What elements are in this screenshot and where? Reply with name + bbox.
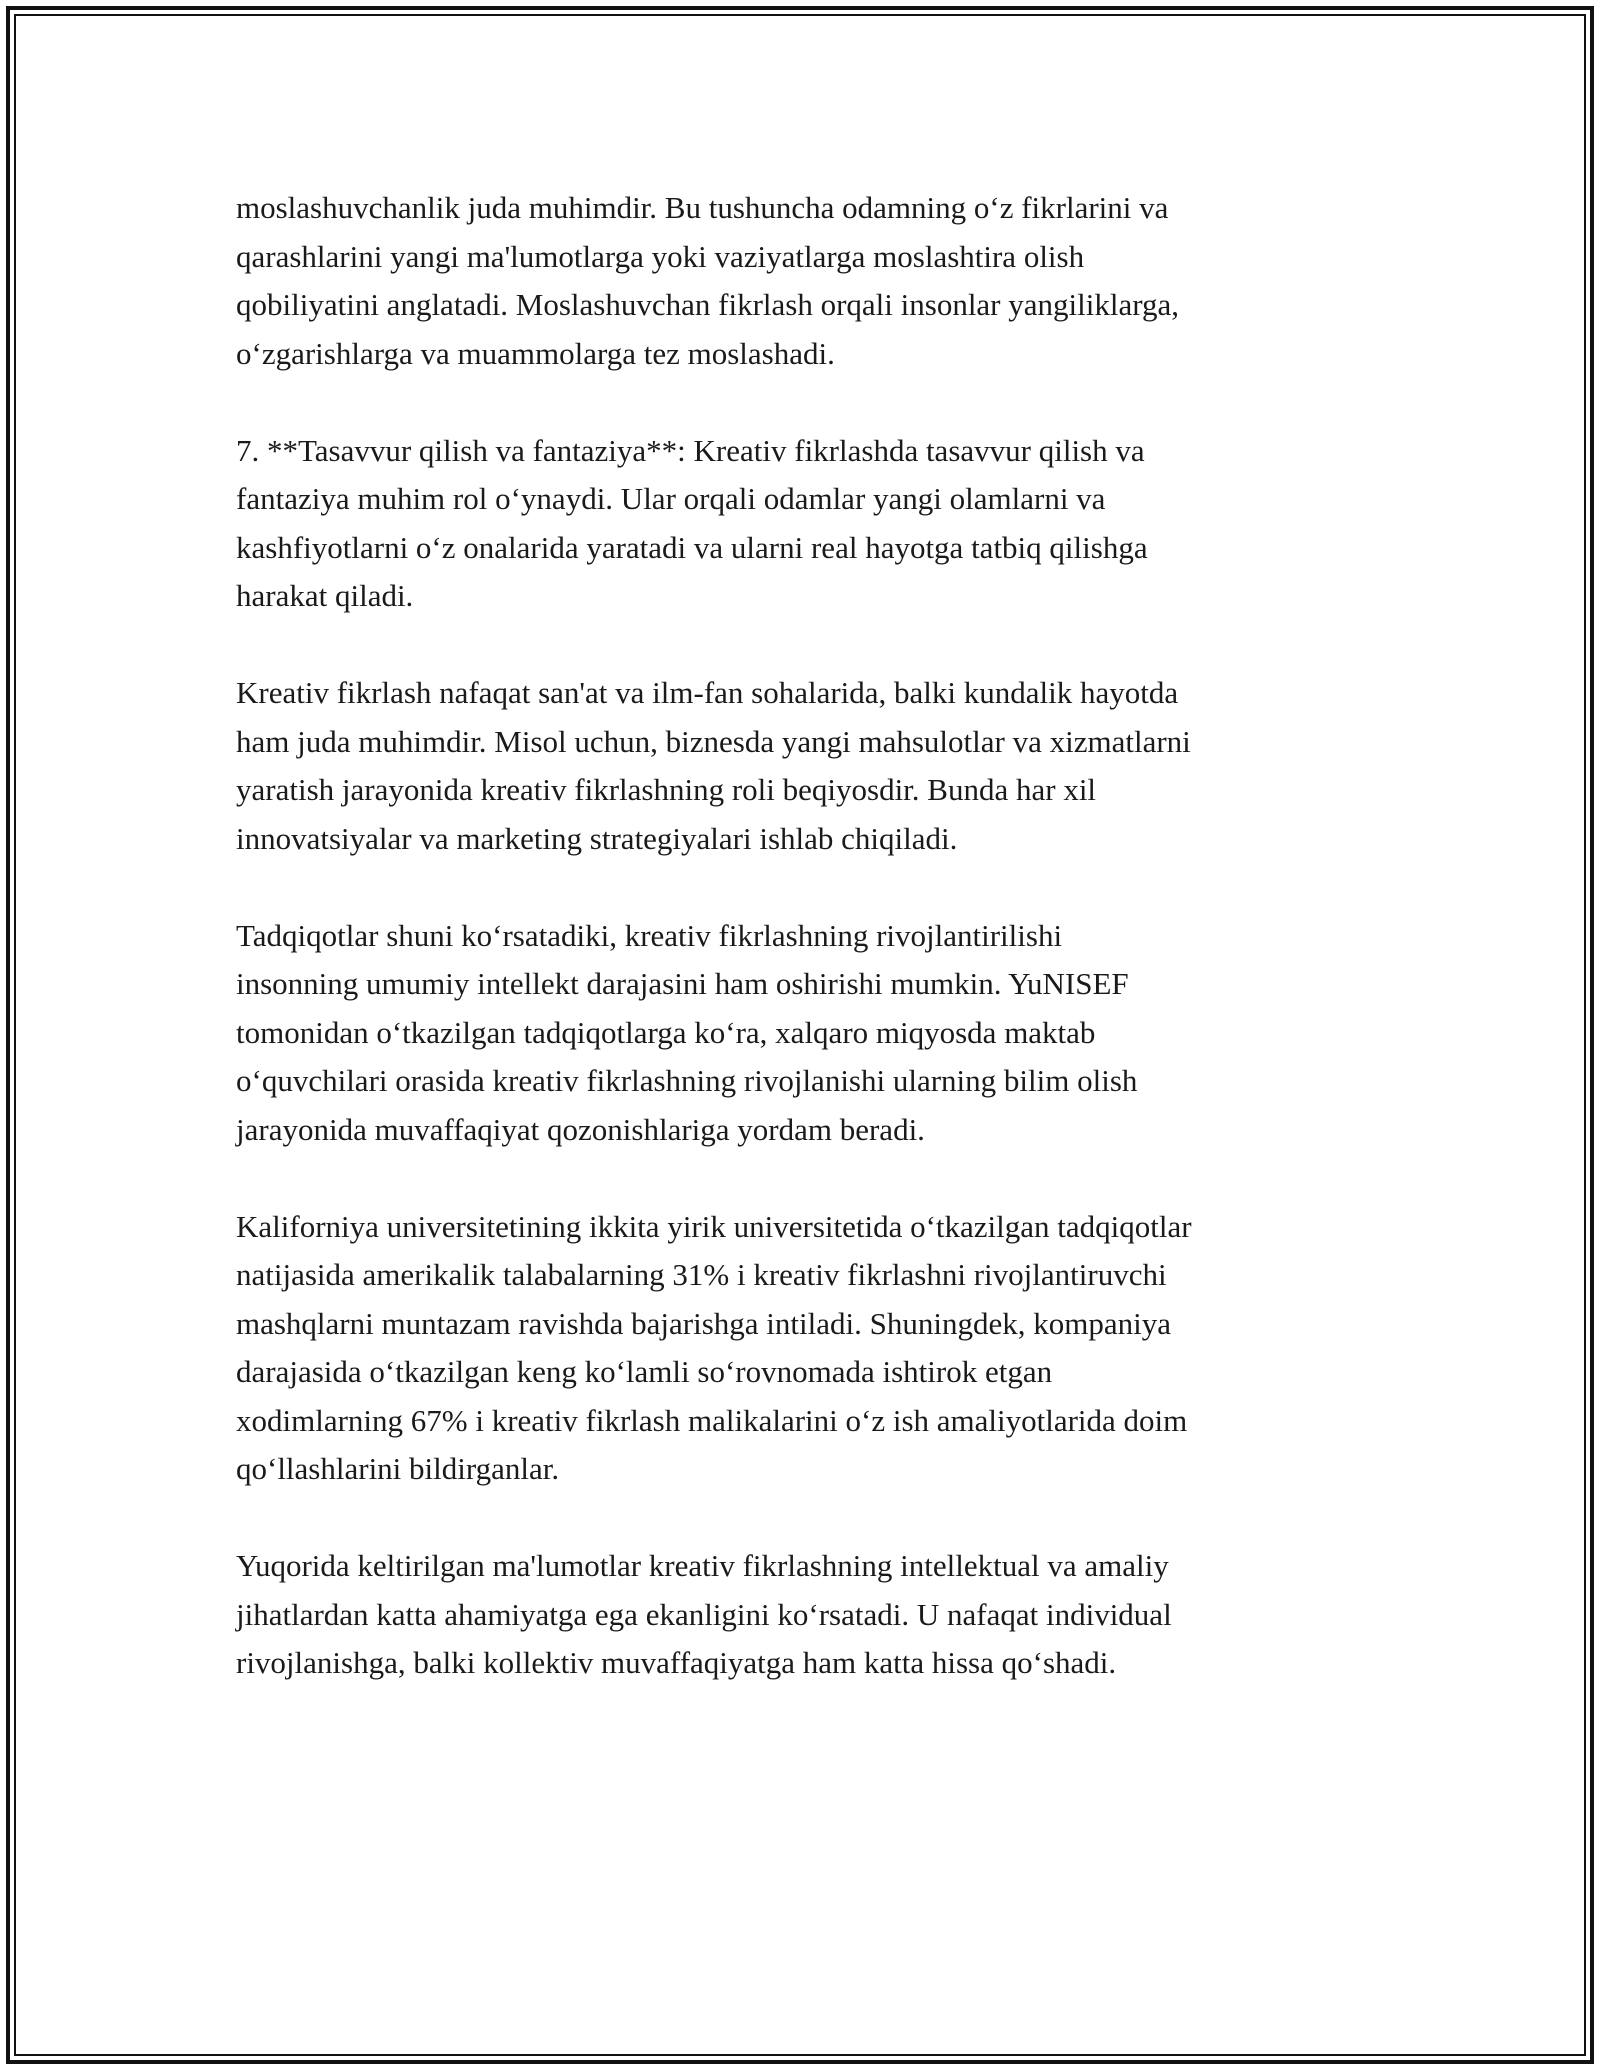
paragraph-conclusion: Yuqorida keltirilgan ma'lumotlar kreativ fikrlashning intellektual va amaliy jihatlardan katta ahamiyatga ega ekanligini ko‘rsatadi. U nafaqat individual rivojlanishga, balki kollektiv muvaffaqiyatga ham katta hissa qo‘shadi. — [236, 1548, 1172, 1680]
paragraph-statistics: Kaliforniya universitetining ikkita yirik universitetida o‘tkazilgan tadqiqotlar natijasida amerikalik talabalarning 31% i kreativ fikrlashni rivojlantiruvchi mashqlarni muntazam ravishda bajarishga intiladi. Shuningdek, kompaniya darajasida o‘tkazilgan keng ko‘lamli so‘rovnomada ishtirok etgan xodimlarning 67% i kreativ fikrlash malikalarini o‘z ish amaliyotlarida doim qo‘llashlarini bildirganlar. — [236, 1208, 1192, 1486]
document-body — [236, 184, 1376, 1736]
paragraph-imagination: 7. **Tasavvur qilish va fantaziya**: Kreativ fikrlashda tasavvur qilish va fantaziya muhim rol o‘ynaydi. Ular orqali odamlar yangi olamlarni va kashfiyotlarni o‘z onalarida yaratadi va ularni real hayotga tatbiq qilishga harakat qiladi. — [236, 432, 1148, 613]
paragraph-everyday-life: Kreativ fikrlash nafaqat san'at va ilm-fan sohalarida, balki kundalik hayotda ham juda muhimdir. Misol uchun, biznesda yangi mahsulotlar va xizmatlarni yaratish jarayonida kreativ fikrlashning roli beqiyosdir. Bunda har xil innovatsiyalar va marketing strategiyalari ishlab chiqiladi. — [236, 675, 1191, 856]
paragraph-research: Tadqiqotlar shuni ko‘rsatadiki, kreativ fikrlashning rivojlantirilishi insonning umumiy intellekt darajasini ham oshirishi mumkin. YuNISEF tomonidan o‘tkazilgan tadqiqotlarga ko‘ra, xalqaro miqyosda maktab o‘quvchilari orasida kreativ fikrlashning rivojlanishi ularning bilim olish jarayonida muvaffaqiyat qozonishlariga yordam beradi. — [236, 917, 1138, 1147]
paragraph-flexibility: moslashuvchanlik juda muhimdir. Bu tushuncha odamning o‘z fikrlarini va qarashlarini yangi ma'lumotlarga yoki vaziyatlarga moslashtira olish qobiliyatini anglatadi. Moslashuvchan fikrlash orqali insonlar yangiliklarga, o‘zgarishlarga va muammolarga tez moslashadi. — [236, 190, 1180, 371]
